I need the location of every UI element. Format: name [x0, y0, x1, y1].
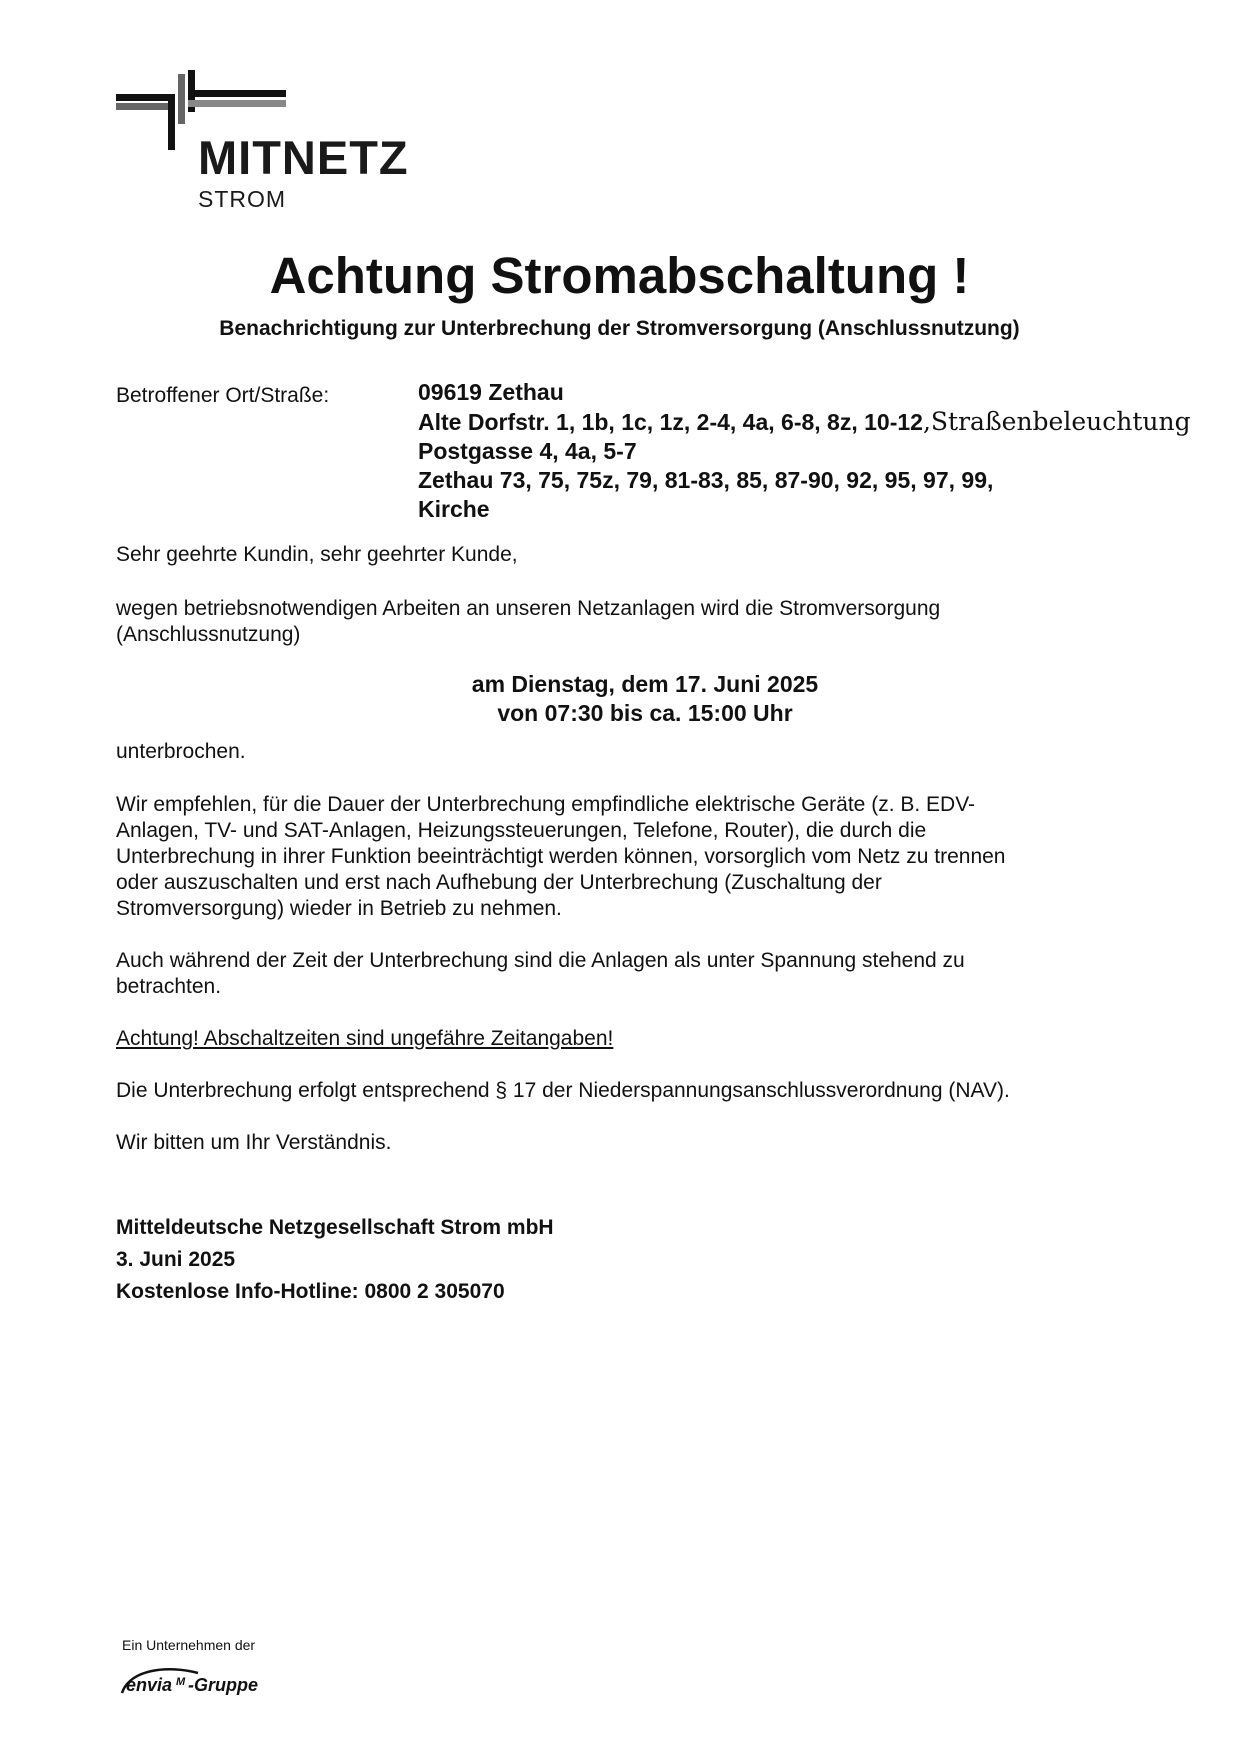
intro-paragraph — [116, 596, 1116, 648]
location-line: Postgasse 4, 4a, 5-7 — [418, 438, 637, 464]
svg-text:M: M — [176, 1676, 186, 1688]
logo-name: MITNETZ — [198, 131, 409, 184]
paragraph-line: Wir empfehlen, für die Dauer der Unterbrechung empfindliche elektrische Geräte (z. B. EDV- — [116, 793, 976, 816]
location-line: Zethau 73, 75, 75z, 79, 81-83, 85, 87-90, 92, 95, 97, 99, — [418, 467, 994, 493]
recommendation-paragraph — [116, 792, 1116, 922]
warning-paragraph — [116, 1026, 1116, 1052]
location-line: Alte Dorfstr. 1, 1b, 1c, 1z, 2-4, 4a, 6-8, 8z, 10-12 — [418, 409, 923, 435]
outage-schedule — [0, 670, 1239, 728]
page-subtitle: Benachrichtigung zur Unterbrechung der Stromversorgung (Anschlussnutzung) — [219, 317, 1020, 340]
location-block — [418, 378, 1191, 524]
interrupted-text: unterbrochen. — [116, 740, 246, 763]
paragraph-line: Stromversorgung) wieder in Betrieb zu nehmen. — [116, 897, 562, 920]
handwritten-addition: ,Straßenbeleuchtung — [922, 407, 1191, 436]
paragraph-line: Anlagen, TV- und SAT-Anlagen, Heizungssteuerungen, Telefone, Router), die durch die — [116, 819, 927, 842]
legal-paragraph: Die Unterbrechung erfolgt entsprechend § 17 der Niederspannungsanschlussverordnung (NAV). — [116, 1079, 1010, 1102]
signature-block — [116, 1212, 554, 1308]
logo-sub: STROM — [198, 186, 287, 212]
outage-date: am Dienstag, dem 17. Juni 2025 — [471, 671, 819, 697]
paragraph-line: Auch während der Zeit der Unterbrechung sind die Anlagen als unter Spannung stehend zu — [116, 949, 965, 972]
footer-text: Ein Unternehmen der — [122, 1637, 256, 1653]
envia-group-logo — [120, 1663, 270, 1703]
location-line-with-addition — [418, 407, 1191, 437]
location-label: Betroffener Ort/Straße: — [116, 384, 330, 407]
signature-company: Mitteldeutsche Netzgesellschaft Strom mbH — [116, 1216, 554, 1239]
voltage-paragraph — [116, 948, 1116, 1000]
svg-text:envia: envia — [126, 1675, 173, 1695]
location-line: Kirche — [418, 496, 490, 522]
intro-line: wegen betriebsnotwendigen Arbeiten an unseren Netzanlagen wird die Stromversorgung — [116, 597, 941, 620]
page-title: Achtung Stromabschaltung ! — [269, 247, 970, 304]
signature-hotline: Kostenlose Info-Hotline: 0800 2 305070 — [116, 1280, 505, 1303]
location-line: 09619 Zethau — [418, 379, 564, 405]
svg-text:-Gruppe: -Gruppe — [188, 1675, 258, 1695]
intro-line: (Anschlussnutzung) — [116, 623, 301, 646]
thanks-paragraph: Wir bitten um Ihr Verständnis. — [116, 1131, 392, 1154]
warning-text: Achtung! Abschaltzeiten sind ungefähre Zeitangaben! — [116, 1027, 614, 1050]
paragraph-line: Unterbrechung in ihrer Funktion beeinträchtigt werden können, vorsorglich vom Netz zu trennen — [116, 845, 1006, 868]
outage-time: von 07:30 bis ca. 15:00 Uhr — [497, 700, 793, 726]
greeting: Sehr geehrte Kundin, sehr geehrter Kunde, — [116, 543, 518, 566]
signature-date: 3. Juni 2025 — [116, 1248, 236, 1271]
paragraph-line: oder auszuschalten und erst nach Aufhebung der Unterbrechung (Zuschaltung der — [116, 871, 882, 894]
paragraph-line: betrachten. — [116, 975, 222, 998]
